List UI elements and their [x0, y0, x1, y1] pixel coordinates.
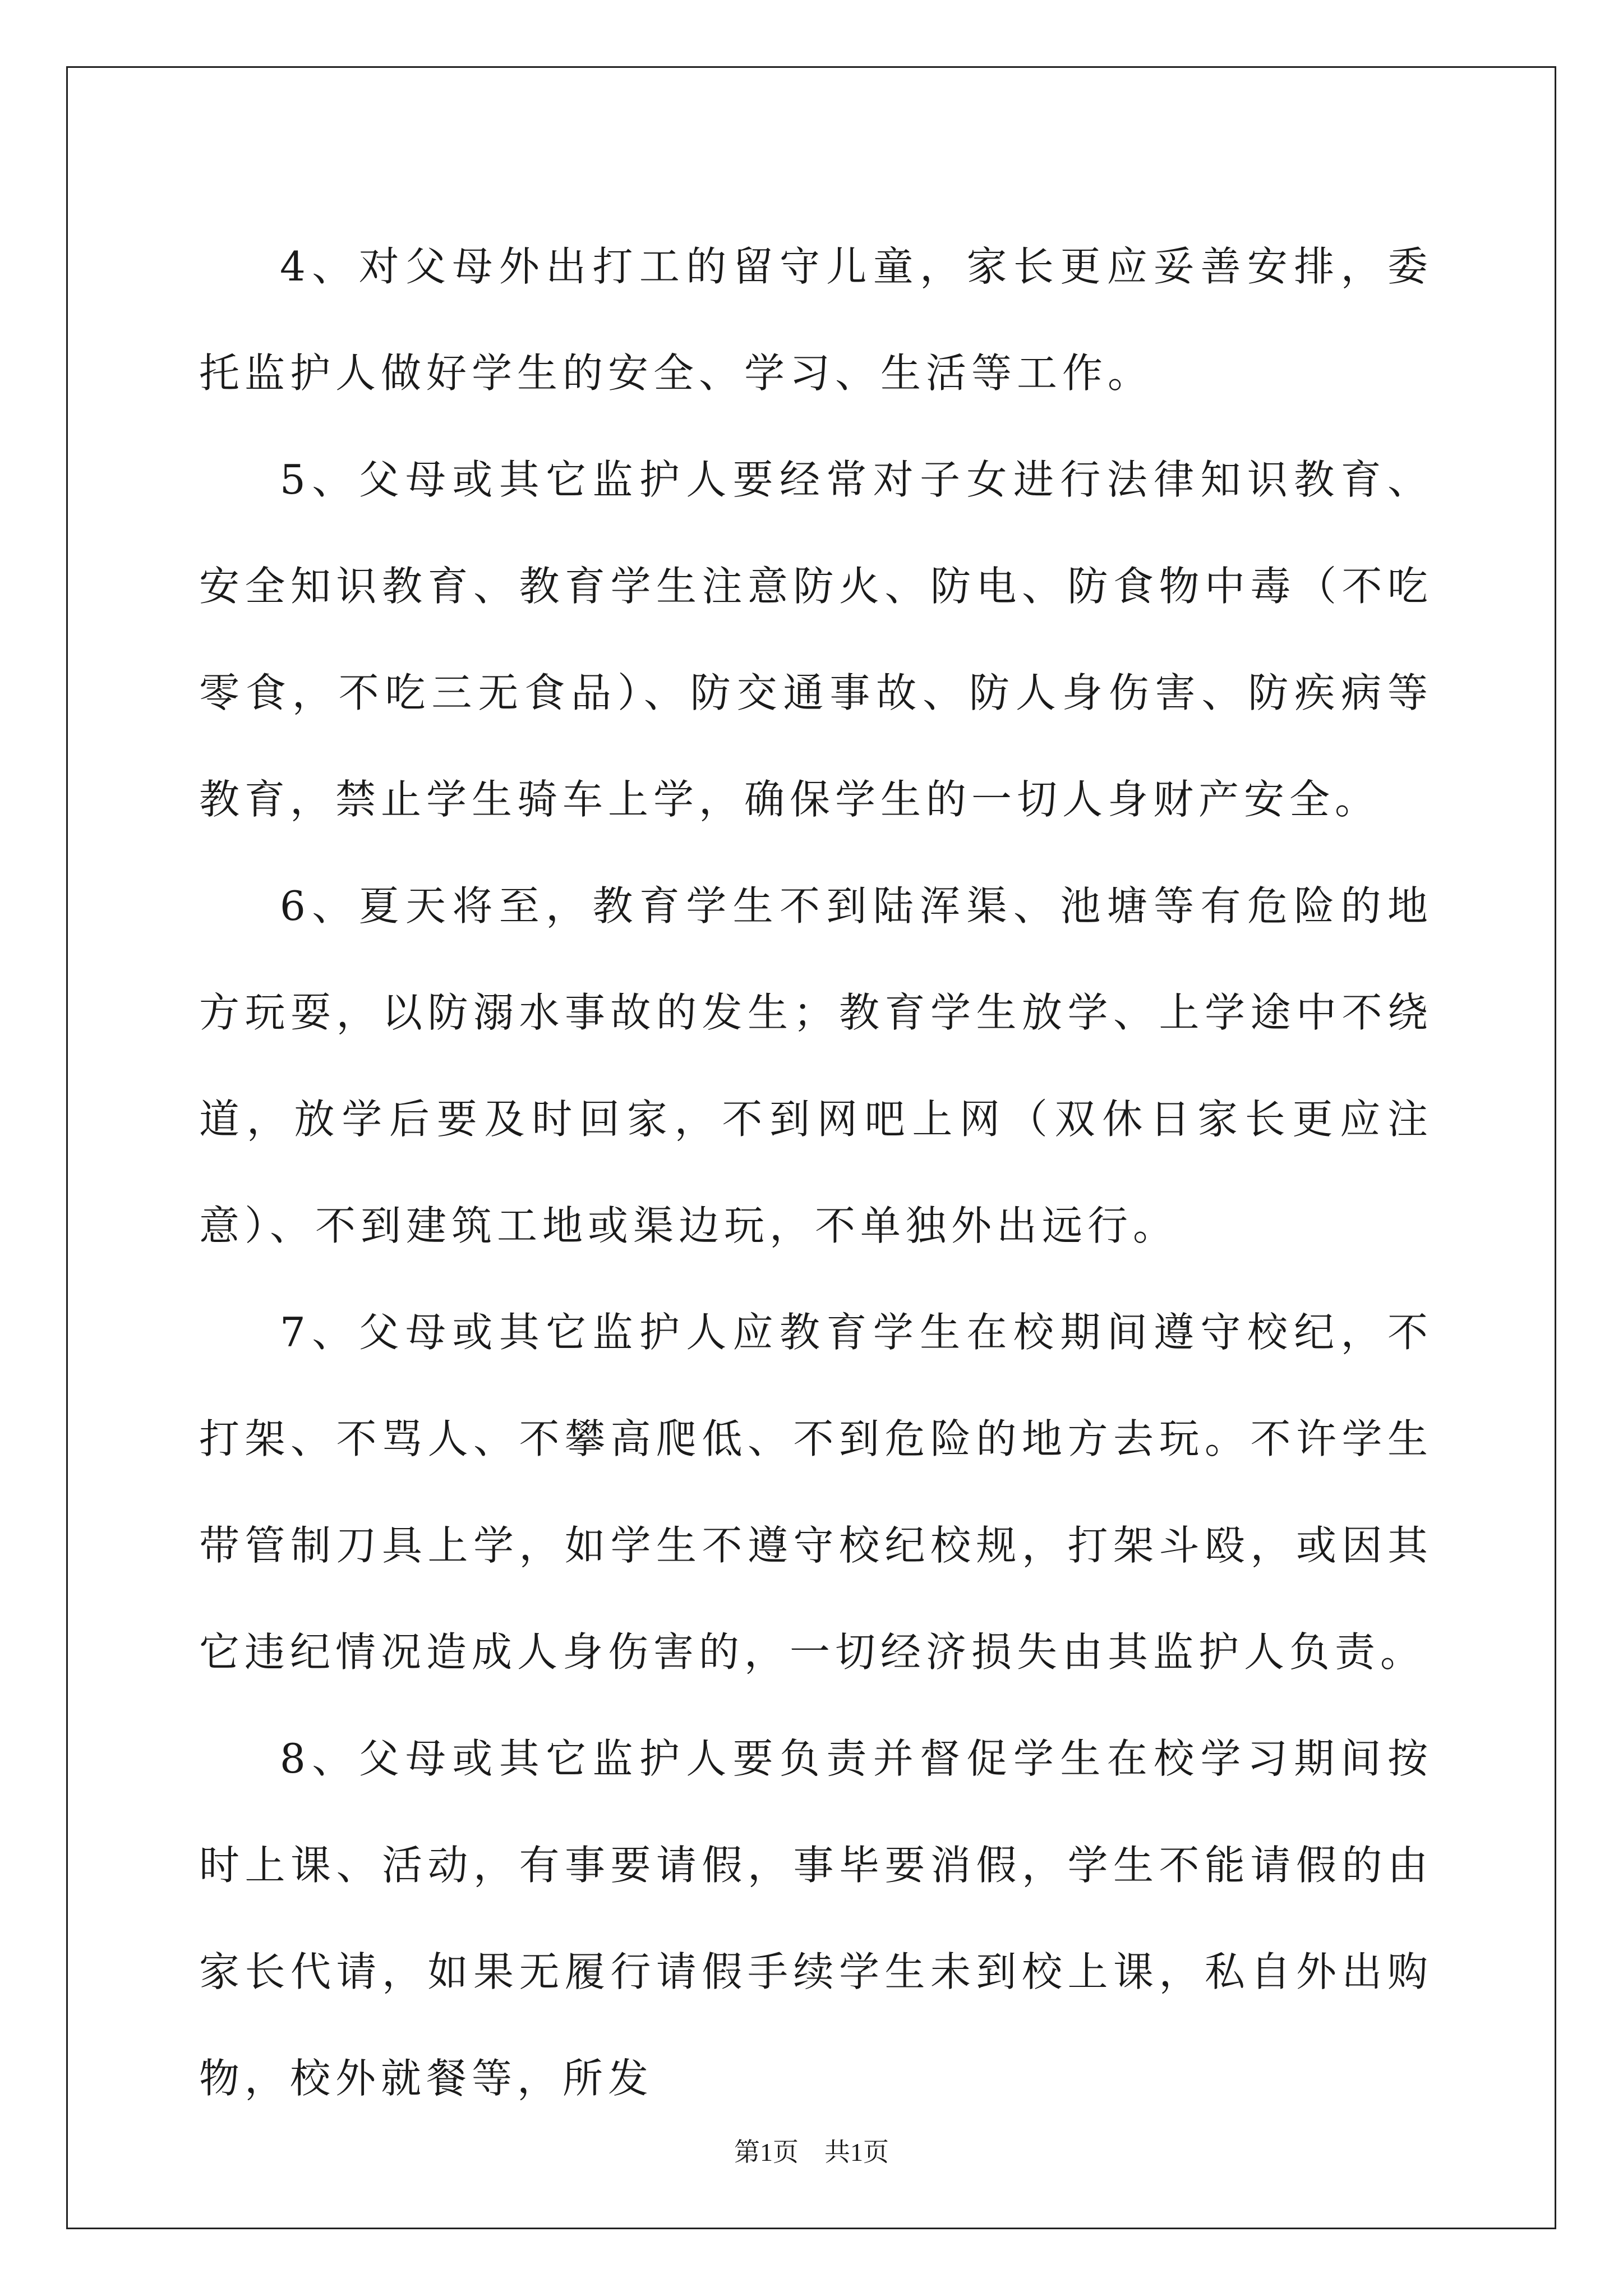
paragraph-8: 8、父母或其它监护人要负责并督促学生在校学习期间按时上课、活动，有事要请假，事毕要消假，学生不能请假的由家长代请，如果无履行请假手续学生未到校上课，私自外出购物，校外就餐等，所发 [199, 1735, 1433, 2102]
page-number-footer: 第1页 共1页 [734, 2138, 889, 2166]
paragraph-4: 4、对父母外出打工的留守儿童，家长更应妥善安排，委托监护人做好学生的安全、学习、生活等工作。 [199, 243, 1433, 397]
paragraph-5: 5、父母或其它监护人要经常对子女进行法律知识教育、安全知识教育、教育学生注意防火、防电、防食物中毒（不吃零食，不吃三无食品）、防交通事故、防人身伤害、防疾病等教育，禁止学生骑车上学，确保学生的一切人身财产安全。 [199, 456, 1433, 823]
paragraph-7: 7、父母或其它监护人应教育学生在校期间遵守校纪，不打架、不骂人、不攀高爬低、不到危险的地方去玩。不许学生带管制刀具上学，如学生不遵守校纪校规，打架斗殴，或因其它违纪情况造成人身伤害的，一切经济损失由其监护人负责。 [199, 1309, 1433, 1676]
document-body [199, 213, 1433, 2132]
paragraph-6: 6、夏天将至，教育学生不到陆浑渠、池塘等有危险的地方玩耍，以防溺水事故的发生；教育学生放学、上学途中不绕道，放学后要及时回家，不到网吧上网（双休日家长更应注意）、不到建筑工地或渠边玩，不单独外出远行。 [199, 882, 1433, 1249]
